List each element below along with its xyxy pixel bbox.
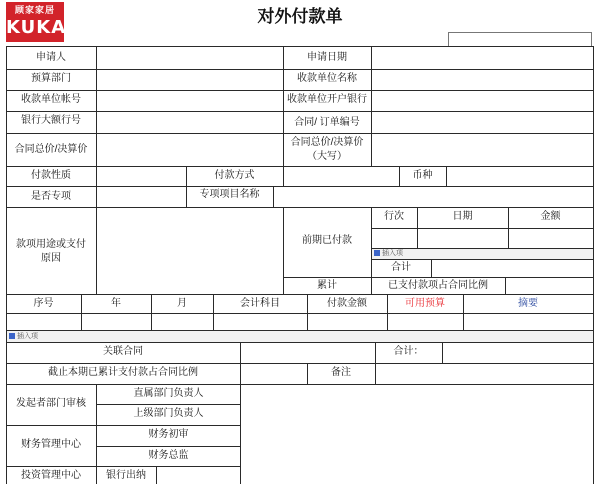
company-logo <box>6 2 67 42</box>
detail-insert-link[interactable] <box>9 332 38 341</box>
label-payee-bank: 收款单位开户银行 <box>287 94 367 105</box>
label-finance-center: 财务管理中心 <box>21 439 81 450</box>
label-contract-no: 合同/ 订单编号 <box>294 117 360 128</box>
label-purpose-reason: 原因 <box>41 253 61 264</box>
label-purpose: 款项用途或支付 <box>16 239 86 250</box>
detail-insert-row <box>7 331 593 342</box>
detail-col-summary: 摘要 <box>518 298 538 309</box>
prev-insert-label: 插入项 <box>382 250 403 257</box>
label-contract-total-upper-suffix: （大写） <box>307 151 347 162</box>
label-initiator-review: 发起者部门审核 <box>16 398 86 409</box>
label-pay-method: 付款方式 <box>214 170 255 181</box>
label-remark: 备注 <box>331 367 351 378</box>
label-finance-first: 财务初审 <box>148 429 189 440</box>
serial-number-field[interactable] <box>448 32 592 47</box>
detail-col-available-budget: 可用预算 <box>405 298 445 309</box>
detail-col-account: 会计科目 <box>240 298 280 309</box>
prev-insert-row <box>372 249 593 259</box>
label-bank-code: 银行大额行号 <box>21 115 81 126</box>
detail-insert-label: 插入项 <box>17 333 38 340</box>
label-bank-cashier: 银行出纳 <box>106 470 146 481</box>
label-direct-head: 直属部门负责人 <box>133 388 204 399</box>
label-contract-total: 合同总价/决算价 <box>14 144 88 155</box>
page-title: 对外付款单 <box>257 7 343 26</box>
label-currency: 币种 <box>412 170 433 181</box>
logo-brand-en: KUKA <box>6 17 67 38</box>
detail-col-month: 月 <box>177 298 187 309</box>
label-total: 合计： <box>393 346 424 357</box>
label-upper-head: 上级部门负责人 <box>133 408 204 419</box>
insert-row-icon <box>374 250 380 256</box>
label-applicant: 申请人 <box>36 52 66 63</box>
label-pay-nature: 付款性质 <box>31 170 71 181</box>
prev-col-date: 日期 <box>452 211 473 222</box>
label-cutoff-ratio: 截止本期已累计支付款占合同比例 <box>48 367 198 378</box>
prev-col-amount: 金额 <box>540 211 561 222</box>
label-subtotal: 合计 <box>391 262 411 273</box>
label-related-contract: 关联合同 <box>103 346 143 357</box>
logo-brand-cn: 顾家家居 <box>14 5 55 15</box>
insert-row-icon <box>9 333 15 339</box>
label-cumulative: 累计 <box>317 280 337 291</box>
label-budget-dept: 预算部门 <box>31 73 71 84</box>
label-contract-total-upper: 合同总价/决算价 <box>290 137 364 148</box>
prev-insert-link[interactable] <box>374 249 403 258</box>
label-payee-account: 收款单位帐号 <box>21 94 81 105</box>
detail-col-amount: 付款金额 <box>327 298 367 309</box>
label-finance-director: 财务总监 <box>148 450 189 461</box>
prev-col-row: 行次 <box>384 211 404 222</box>
label-prev-paid: 前期已付款 <box>302 235 352 246</box>
label-is-special: 是否专项 <box>31 191 71 202</box>
label-special-name: 专项项目名称 <box>199 189 260 200</box>
label-invest-center: 投资管理中心 <box>21 470 81 481</box>
detail-col-index: 序号 <box>33 298 54 309</box>
label-apply-date: 申请日期 <box>307 52 347 63</box>
label-payee-name: 收款单位名称 <box>297 73 357 84</box>
detail-col-year: 年 <box>111 298 121 309</box>
label-cumulative-ratio: 已支付款项占合同比例 <box>388 280 488 291</box>
